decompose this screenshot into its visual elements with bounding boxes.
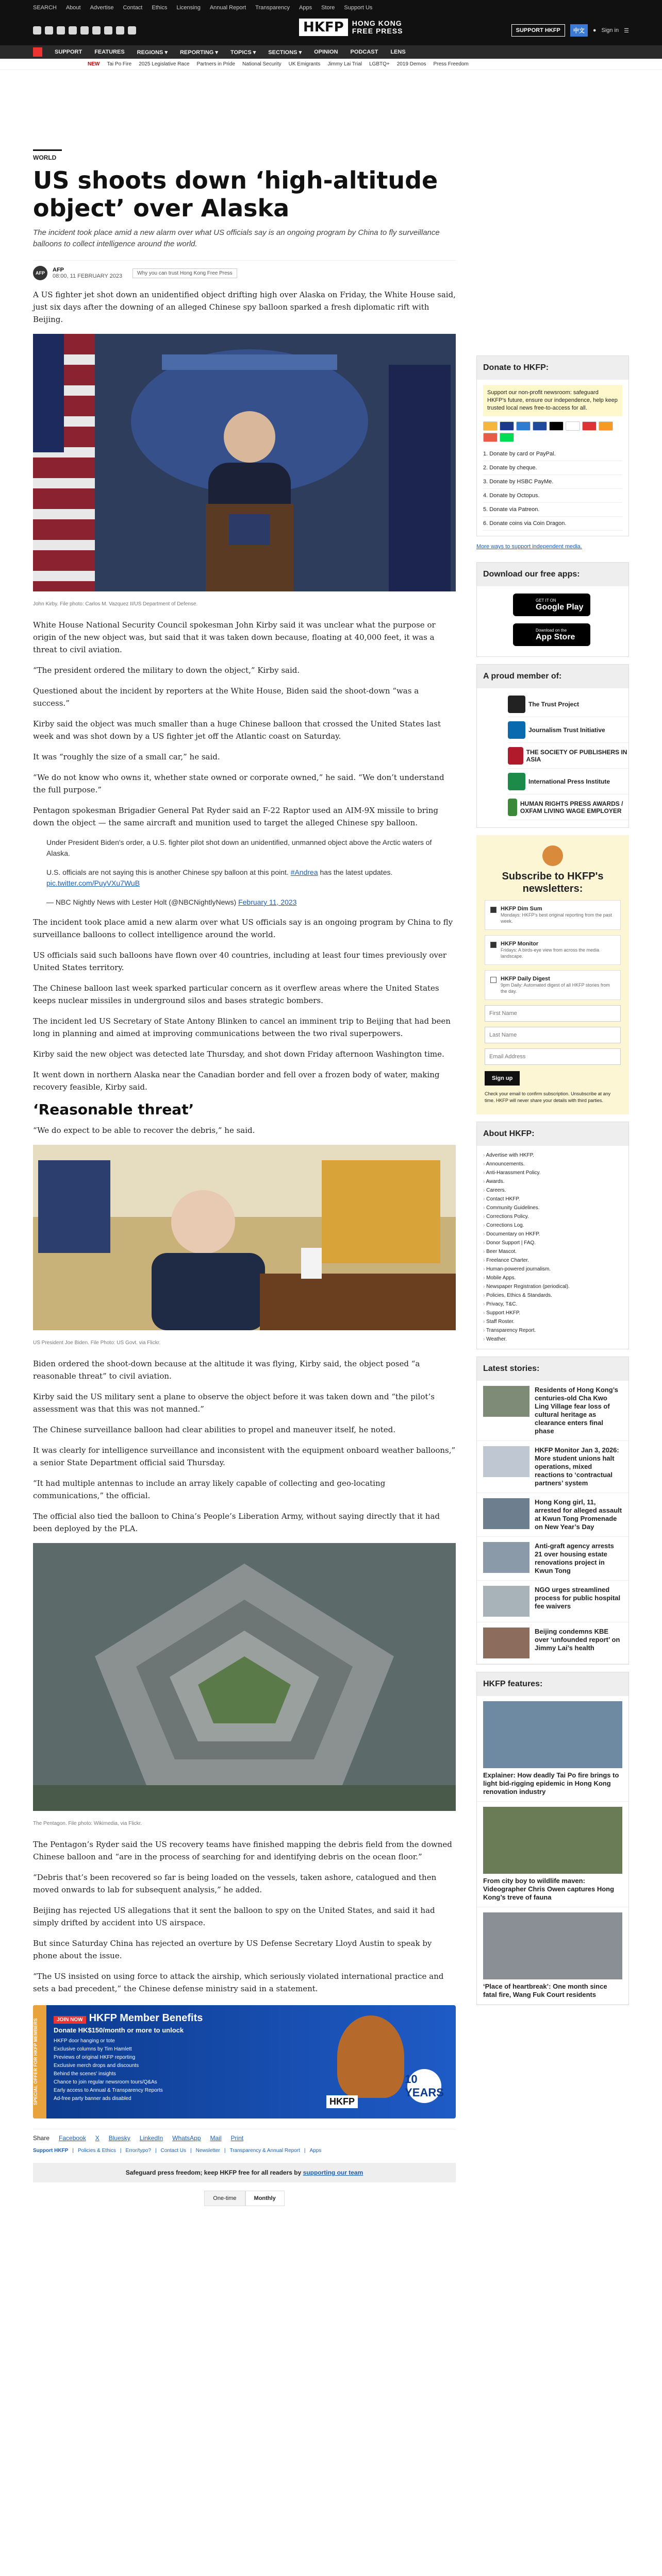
about-widget xyxy=(476,1122,629,1349)
byline xyxy=(33,260,456,280)
google-play-label: Google Play xyxy=(536,602,584,612)
latest-story[interactable] xyxy=(477,1381,628,1441)
topbar-annual-report[interactable]: Annual Report xyxy=(209,5,246,11)
biden-photo xyxy=(33,1145,456,1334)
amex-icon xyxy=(516,421,531,431)
author-avatar: AFP xyxy=(33,266,47,280)
visa-icon xyxy=(500,421,514,431)
nav-lens[interactable]: LENS xyxy=(390,49,406,55)
benefit-item: HKFP door hanging or tote xyxy=(54,2038,115,2044)
features-title: HKFP features: xyxy=(477,1672,628,1696)
story-title[interactable]: Anti-graft agency arrests 21 over housing estate renovations project in Kwun Tong xyxy=(535,1542,614,1574)
article-body xyxy=(33,289,456,1995)
app-store-button[interactable] xyxy=(513,623,590,646)
footer-support-links: Support HKFP | Policies & Ethics | Error/typo? | Contact Us | Newsletter | Transparency & Annual Report | Apps xyxy=(33,2148,322,2154)
paragraph: “The US insisted on using force to attack the airship, which seriously violated international practice and sets a bad precedent,” the Chinese defense ministry said in a statement. xyxy=(33,1972,444,1993)
donate-option[interactable]: 6. Donate coins via Coin Dragon. xyxy=(483,517,622,531)
paragraph: The incident led US Secretary of State Antony Blinken to cancel an imminent trip to Beijing that had been long in planning and aimed at improving communications between the two rival superpowers. xyxy=(33,1016,451,1038)
logo-line-2: FREE PRESS xyxy=(352,27,403,35)
about-link[interactable]: › Corrections Policy. xyxy=(483,1212,622,1221)
story-title[interactable]: Residents of Hong Kong’s centuries-old Cha Kwo Ling Village fear loss of cultural heritage as clearance enters final phase xyxy=(535,1386,619,1435)
newsletter-title: Subscribe to HKFP's newsletters: xyxy=(502,871,604,894)
mastercard-icon xyxy=(483,421,498,431)
nav-regions[interactable]: REGIONS ▾ xyxy=(137,49,168,56)
donate-option[interactable]: 4. Donate by Octopus. xyxy=(483,489,622,503)
donate-option[interactable]: 1. Donate by card or PayPal. xyxy=(483,447,622,461)
paypal-icon xyxy=(533,421,547,431)
benefit-item: Chance to join regular newsroom tours/Q&As xyxy=(54,2079,157,2085)
support-hkfp-button[interactable]: SUPPORT HKFP xyxy=(511,24,565,37)
about-link[interactable]: › Documentary on HKFP. xyxy=(483,1230,622,1239)
story-thumbnail[interactable] xyxy=(483,1386,529,1417)
supporting-team-link[interactable]: supporting our team xyxy=(303,2169,363,2176)
topbar-licensing[interactable]: Licensing xyxy=(176,5,201,11)
about-list xyxy=(477,1146,628,1349)
nav-topics[interactable]: TOPICS ▾ xyxy=(230,49,256,56)
paragraph: “It had multiple antennas to include an array likely capable of collecting and geo-locating communications,” the official. xyxy=(33,1479,386,1500)
paragraph: It went down in northern Alaska near the Canadian border and fell over a frozen body of water, making recovery feasible, Kirby said. xyxy=(33,1070,440,1092)
trust-link[interactable]: Why you can trust Hong Kong Free Press xyxy=(133,268,237,278)
paragraph: Beijing has rejected US allegations that it sent the balloon to spy on the United States, and said it had simply drifted by accident into US airspace. xyxy=(33,1906,435,1927)
share-whatsapp[interactable]: WhatsApp xyxy=(172,2134,201,2142)
latest-story[interactable] xyxy=(477,1622,628,1664)
topbar-transparency[interactable]: Transparency xyxy=(255,5,290,11)
features-widget xyxy=(476,1672,629,2005)
share-bar xyxy=(33,2129,456,2142)
share-mail[interactable]: Mail xyxy=(210,2134,222,2142)
twitter-icon[interactable] xyxy=(45,26,53,35)
article xyxy=(33,149,456,2206)
transparency-link[interactable]: Transparency & Annual Report xyxy=(229,2148,300,2154)
trending-bar xyxy=(0,59,662,70)
ipi-logo xyxy=(508,773,525,790)
story-title[interactable]: Beijing condemns KBE over ‘unfounded report’ on Jimmy Lai’s health xyxy=(535,1628,620,1652)
paragraph: The Pentagon’s Ryder said the US recovery teams have finished mapping the debris field from the downed Chinese balloon and “are in the process of searching for and identifying debris on the ocean floor.” xyxy=(33,1840,452,1861)
app-store-label: App Store xyxy=(536,632,575,641)
latest-story[interactable] xyxy=(477,1537,628,1581)
email-field[interactable] xyxy=(485,1048,621,1065)
bluesky-icon[interactable] xyxy=(92,26,101,35)
last-name-field[interactable] xyxy=(485,1027,621,1043)
tweet-hashtag[interactable]: #Andrea xyxy=(290,868,318,876)
applepay-icon xyxy=(549,421,564,431)
topbar-advertise[interactable]: Advertise xyxy=(90,5,114,11)
apps-link[interactable]: Apps xyxy=(309,2148,322,2154)
about-link[interactable]: › Careers. xyxy=(483,1186,622,1195)
donate-option[interactable]: 2. Donate by cheque. xyxy=(483,461,622,475)
benefit-item: Previews of original HKFP reporting xyxy=(54,2055,136,2060)
paragraph: The Chinese surveillance balloon had clear abilities to propel and maneuver itself, he noted. xyxy=(33,1425,396,1434)
paragraph: A US fighter jet shot down an unidentified object drifting high over Alaska on Friday, the White House said, just six days after the downing of an alleged Chinese spy balloon sparked a fresh diplomatic rift with Beijing. xyxy=(33,290,456,324)
paragraph: White House National Security Council spokesman John Kirby said it was unclear what the purpose or origin of the new object was, but said that it was taken down because, floating at 40,000 feet, it was a threat to civil aviation. xyxy=(33,620,436,654)
feature-image[interactable] xyxy=(483,1912,622,1979)
checkbox[interactable] xyxy=(490,942,496,948)
trust-project-logo xyxy=(508,696,525,713)
share-facebook[interactable]: Facebook xyxy=(59,2134,86,2142)
story-thumbnail[interactable] xyxy=(483,1542,529,1573)
benefit-item: Exclusive columns by Tim Hamlett xyxy=(54,2046,132,2052)
embedded-tweet xyxy=(33,837,456,908)
paragraph: The official also tied the balloon to China’s People’s Liberation Army, without saying directly that it had been deployed by the PLA. xyxy=(33,1512,440,1533)
topbar-about[interactable]: About xyxy=(65,5,81,11)
benefit-item: Exclusive merch drops and discounts xyxy=(54,2063,139,2069)
nav-reporting[interactable]: REPORTING ▾ xyxy=(179,49,218,56)
patreon-icon xyxy=(483,433,498,442)
newsletter-widget xyxy=(476,835,629,1114)
benefit-item: Early access to Annual & Transparency Reports xyxy=(54,2088,163,2093)
nav-opinion[interactable]: OPINION xyxy=(314,49,338,55)
policies-link[interactable]: Policies & Ethics xyxy=(77,2148,116,2154)
newsletter-option[interactable]: HKFP Monitor Fridays: A birds-eye view from across the media landscape. xyxy=(485,935,621,965)
about-link[interactable]: › Corrections Log. xyxy=(483,1221,622,1230)
latest-title: Latest stories: xyxy=(477,1357,628,1381)
story-thumbnail[interactable] xyxy=(483,1498,529,1529)
paragraph: Kirby said the new object was detected late Thursday, and shot down Friday afternoon Washington time. xyxy=(33,1049,444,1059)
share-x[interactable]: X xyxy=(95,2134,100,2142)
story-title[interactable]: Hong Kong girl, 11, arrested for alleged assault at Kwun Tong Promenade on New Year’s Day xyxy=(535,1498,622,1531)
whatsapp-icon[interactable] xyxy=(128,26,136,35)
home-icon[interactable] xyxy=(33,47,42,57)
contact-link[interactable]: Contact Us xyxy=(160,2148,187,2154)
donate-option[interactable]: 5. Donate via Patreon. xyxy=(483,503,622,517)
tweet-date-link[interactable]: February 11, 2023 xyxy=(238,898,297,906)
checkbox[interactable] xyxy=(490,907,496,913)
language-switch[interactable]: 中文 xyxy=(570,24,588,37)
article-subtitle: The incident took place amid a new alarm over what US officials say is an ongoing program by China to fly surveillance balloons to collect intelligence around the world. xyxy=(33,228,440,248)
join-now-button[interactable]: JOIN NOW xyxy=(54,2016,86,2024)
about-link[interactable]: › Human-powered journalism. xyxy=(483,1265,622,1274)
fps-icon xyxy=(500,433,514,442)
latest-story[interactable] xyxy=(477,1581,628,1622)
share-label: Share xyxy=(33,2134,50,2142)
feature-story[interactable] xyxy=(477,1907,628,2005)
benefit-item: Behind the scenes' insights xyxy=(54,2071,116,2077)
apps-title: Download our free apps: xyxy=(477,563,628,586)
new-badge: NEW xyxy=(88,61,100,67)
about-link[interactable]: › Freelance Charter. xyxy=(483,1256,622,1265)
story-title[interactable]: NGO urges streamlined process for public hospital fee waivers xyxy=(535,1586,621,1610)
logo-line-1: HONG KONG xyxy=(352,19,402,27)
feature-image[interactable] xyxy=(483,1807,622,1874)
tweet-text: U.S. officials are not saying this is another Chinese spy balloon at this point. xyxy=(46,868,289,876)
sign-in-link[interactable]: Sign in xyxy=(601,27,619,33)
apps-widget xyxy=(476,562,629,657)
about-link[interactable]: › Anti-Harassment Policy. xyxy=(483,1168,622,1177)
image-caption: John Kirby. File photo: Carlos M. Vazquez II/US Department of Defense. xyxy=(33,601,198,607)
feature-image[interactable] xyxy=(483,1701,622,1768)
member-trust-project[interactable]: The Trust Project xyxy=(508,691,628,717)
newsletter-option[interactable]: HKFP Dim Sum Mondays: HKFP's best original reporting from the past week. xyxy=(485,900,621,930)
about-title: About HKFP: xyxy=(477,1122,628,1146)
about-link[interactable]: › Advertise with HKFP. xyxy=(483,1151,622,1160)
paragraph: Kirby said the object was much smaller than a huge Chinese balloon that crossed the United States last week and was shot down by a US fighter jet off the Atlantic coast on Saturday. xyxy=(33,719,441,741)
sidebar xyxy=(476,355,629,2012)
paragraph: “We do expect to be able to recover the debris,” he said. xyxy=(33,1126,255,1135)
about-link[interactable]: › Weather. xyxy=(483,1335,622,1344)
about-link[interactable]: › Mobile Apps. xyxy=(483,1274,622,1282)
checkbox[interactable] xyxy=(490,977,496,983)
topbar-ethics[interactable]: Ethics xyxy=(152,5,168,11)
topbar-apps[interactable]: Apps xyxy=(299,5,312,11)
author-name[interactable]: AFP xyxy=(53,267,64,273)
error-link[interactable]: Error/typo? xyxy=(125,2148,151,2154)
support-hkfp-link[interactable]: Support HKFP xyxy=(33,2148,69,2154)
more-ways-link[interactable]: More ways to support independent media. xyxy=(476,544,582,550)
about-link[interactable]: › Newspaper Registration (periodical). xyxy=(483,1282,622,1291)
nav-features[interactable]: FEATURES xyxy=(94,49,125,55)
donate-option[interactable]: 3. Donate by HSBC PayMe. xyxy=(483,475,622,489)
first-name-field[interactable] xyxy=(485,1005,621,1022)
octopus-icon xyxy=(599,421,613,431)
membership-widget xyxy=(476,664,629,828)
image-caption: The Pentagon. File photo: Wikimedia, via Flickr. xyxy=(33,1821,142,1826)
section-heading: ‘Reasonable threat’ xyxy=(33,1101,194,1118)
donate-widget xyxy=(476,355,629,536)
latest-story[interactable] xyxy=(477,1441,628,1493)
about-link[interactable]: › Awards. xyxy=(483,1177,622,1186)
story-title[interactable]: HKFP Monitor Jan 3, 2026: More student unions halt operations, mixed reactions to ‘contractual partners’ system xyxy=(535,1446,619,1487)
sign-up-button[interactable]: Sign up xyxy=(485,1071,520,1086)
newsletter-mascot-icon xyxy=(542,845,563,866)
about-link[interactable]: › Policies, Ethics & Standards. xyxy=(483,1291,622,1300)
about-link[interactable]: › Transparency Report. xyxy=(483,1326,622,1335)
share-print[interactable]: Print xyxy=(230,2134,244,2142)
paragraph: “We do not know who owns it, whether state owned or corporate owned,” he said. “We don’t understand the full purpose.” xyxy=(33,773,444,794)
about-link[interactable]: › Community Guidelines. xyxy=(483,1204,622,1212)
safeguard-text: Safeguard press freedom; keep HKFP free for all readers by xyxy=(125,2169,303,2176)
app-store-small: Download on the xyxy=(536,628,567,633)
member-jti[interactable]: Journalism Trust Initiative xyxy=(508,717,628,743)
main-nav xyxy=(0,45,662,59)
story-thumbnail[interactable] xyxy=(483,1628,529,1658)
top-utility-bar xyxy=(0,0,662,15)
paragraph: The incident took place amid a new alarm over what US officials say is an ongoing program by China to fly surveillance balloons to collect intelligence around the world. xyxy=(33,918,453,939)
instagram-icon[interactable] xyxy=(57,26,65,35)
newsletter-fineprint: Check your email to confirm subscription. Unsubscribe at any time. HKFP will never share your details with third parties. xyxy=(485,1091,611,1103)
trending-item[interactable]: Partners in Pride xyxy=(196,61,236,67)
promo-price: Donate HK$150/month or more to unlock xyxy=(54,2026,184,2034)
telegram-icon[interactable] xyxy=(116,26,124,35)
nav-sections[interactable]: SECTIONS ▾ xyxy=(268,49,302,56)
payme-icon xyxy=(582,421,597,431)
newsletter-option[interactable]: HKFP Daily Digest 9pm Daily: Automated digest of all HKFP stories from the day. xyxy=(485,970,621,1000)
kirby-photo xyxy=(33,334,456,595)
promo-side-tab: SPECIAL OFFER FOR HKFP MEMBERS xyxy=(33,2005,46,2119)
promo-logo: HKFP xyxy=(326,2095,358,2108)
feature-title[interactable]: ‘Place of heartbreak’: One month since fatal fire, Wang Fuk Court residents xyxy=(483,1982,607,1998)
paragraph: It was clearly for intelligence surveillance and inconsistent with the equipment onboard weather balloons,” a senior State Department official said Thursday. xyxy=(33,1446,456,1467)
topbar-search[interactable]: SEARCH xyxy=(33,5,57,11)
about-link[interactable]: › Support HKFP. xyxy=(483,1309,622,1317)
logo-mark: HKFP xyxy=(299,19,348,36)
nav-support[interactable]: SUPPORT xyxy=(55,49,82,55)
about-link[interactable]: › Announcements. xyxy=(483,1160,622,1168)
paragraph: “The president ordered the military to down the object,” Kirby said. xyxy=(33,666,300,675)
paragraph: But since Saturday China has rejected an overture by US Defense Secretary Lloyd Austin to speak by phone about the issue. xyxy=(33,1939,432,1960)
topbar-store[interactable]: Store xyxy=(321,5,335,11)
feature-title[interactable]: Explainer: How deadly Tai Po fire brings to light bid-rigging epidemic in Hong Kong renovation industry xyxy=(483,1771,619,1795)
email-icon[interactable] xyxy=(80,26,89,35)
paragraph: The Chinese balloon last week sparked particular concern as it overflew areas where the United States keeps nuclear missiles in underground silos and bases strategic bombers. xyxy=(33,984,439,1005)
newsletter-link[interactable]: Newsletter xyxy=(195,2148,220,2154)
trending-item[interactable]: Tai Po Fire xyxy=(107,61,132,67)
googlepay-icon xyxy=(566,421,580,431)
payment-icons xyxy=(483,421,622,442)
feature-story[interactable] xyxy=(477,1696,628,1802)
paragraph: US officials said such balloons have flown over 40 countries, including at least four times previously over United States territory. xyxy=(33,951,447,972)
paragraph: “Debris that’s been recovered so far is being loaded on the vessels, taken ashore, catalogued and then moved onwards to lab for subsequent analysis,” he added. xyxy=(33,1873,437,1894)
threads-icon[interactable] xyxy=(104,26,112,35)
member-benefits-banner[interactable] xyxy=(33,2005,456,2119)
paragraph: Questioned about the incident by reporters at the White House, Biden said the shoot-down “was a success.” xyxy=(33,686,419,708)
one-time-option[interactable]: One-time xyxy=(204,2191,245,2206)
member-hrpa[interactable]: HUMAN RIGHTS PRESS AWARDS / OXFAM LIVING WAGE EMPLOYER xyxy=(508,794,628,820)
about-link[interactable]: › Privacy, T&C. xyxy=(483,1300,622,1309)
latest-story[interactable] xyxy=(477,1493,628,1537)
article-category[interactable]: WORLD xyxy=(33,149,62,161)
member-ipi[interactable]: International Press Institute xyxy=(508,769,628,794)
donate-title: Donate to HKFP: xyxy=(477,356,628,380)
youtube-icon[interactable] xyxy=(69,26,77,35)
tweet-text: has the latest updates. xyxy=(318,868,393,876)
social-icons xyxy=(33,26,136,35)
user-icon[interactable]: ● xyxy=(592,27,597,33)
tweet-text: Under President Biden's order, a U.S. fighter pilot shot down an unidentified, unmanned object above the Arctic waters of Alaska. xyxy=(46,838,432,857)
site-logo[interactable] xyxy=(299,19,403,36)
story-thumbnail[interactable] xyxy=(483,1586,529,1617)
about-link[interactable]: › Staff Roster. xyxy=(483,1317,622,1326)
donation-frequency-toggle xyxy=(33,2191,456,2206)
jti-logo xyxy=(508,721,525,739)
trending-item[interactable]: Jimmy Lai Trial xyxy=(327,61,362,67)
benefit-item: Ad-free party banner ads disabled xyxy=(54,2096,131,2102)
topbar-support[interactable]: Support Us xyxy=(344,5,373,11)
paragraph: Pentagon spokesman Brigadier General Pat Ryder said an F-22 Raptor used an AIM-9X missile to bring down the object — the same aircraft and munition used to target the alleged Chinese spy balloon. xyxy=(33,806,438,827)
story-thumbnail[interactable] xyxy=(483,1446,529,1477)
feature-story[interactable] xyxy=(477,1802,628,1907)
pentagon-image xyxy=(33,1543,456,1811)
hrpa-logo xyxy=(508,799,517,816)
pentagon-photo xyxy=(33,1543,456,1815)
trending-item[interactable]: National Security xyxy=(242,61,282,67)
trending-item[interactable]: Press Freedom xyxy=(433,61,469,67)
ten-years-badge: 10 YEARS xyxy=(407,2069,441,2103)
nav-podcast[interactable]: PODCAST xyxy=(350,49,378,55)
paragraph: Kirby said the US military sent a plane to observe the object before it was taken down and “the pilot’s assessment was that this was not manned.” xyxy=(33,1392,435,1414)
promo-title: HKFP Member Benefits xyxy=(89,2012,203,2024)
trending-item[interactable]: LGBTQ+ xyxy=(369,61,390,67)
trending-item[interactable]: UK Emigrants xyxy=(288,61,321,67)
tweet-media-link[interactable]: pic.twitter.com/PuyVXu7WuB xyxy=(46,879,140,887)
donate-notice: Support our non-profit newsroom: safeguard HKFP's future, ensure our independence, help keep trusted local news free-to-access for all. xyxy=(483,385,622,416)
google-play-small: GET IT ON xyxy=(536,598,556,603)
mascot-deer-illustration xyxy=(337,2015,404,2098)
paragraph: Biden ordered the shoot-down because at the altitude it was flying, Kirby said, the object posed “a reasonable threat” to civil aviation. xyxy=(33,1359,420,1381)
trending-item[interactable]: 2019 Demos xyxy=(396,61,426,67)
latest-stories-widget xyxy=(476,1357,629,1665)
monthly-option[interactable]: Monthly xyxy=(245,2191,285,2206)
paragraph: It was “roughly the size of a small car,” he said. xyxy=(33,752,220,761)
article-title: US shoots down ‘high-altitude object’ over Alaska xyxy=(33,166,438,222)
share-bluesky[interactable]: Bluesky xyxy=(108,2134,130,2142)
trending-item[interactable]: 2025 Legislative Race xyxy=(139,61,190,67)
google-play-button[interactable] xyxy=(513,594,590,616)
about-link[interactable]: › Contact HKFP. xyxy=(483,1195,622,1204)
menu-icon[interactable]: ☰ xyxy=(624,27,629,34)
share-linkedin[interactable]: LinkedIn xyxy=(139,2134,163,2142)
safeguard-banner xyxy=(33,2163,456,2182)
kirby-image xyxy=(33,334,456,591)
publish-date: 08:00, 11 FEBRUARY 2023 xyxy=(53,273,123,279)
feature-title[interactable]: From city boy to wildlife maven: Videographer Chris Owen captures Hong Kong’s treve of fauna xyxy=(483,1877,615,1901)
topbar-contact[interactable]: Contact xyxy=(123,5,143,11)
image-caption: US President Joe Biden. File Photo: US Govt. via Flickr. xyxy=(33,1340,161,1346)
membership-title: A proud member of: xyxy=(477,665,628,688)
facebook-icon[interactable] xyxy=(33,26,41,35)
biden-image xyxy=(33,1145,456,1330)
about-link[interactable]: › Beer Mascot. xyxy=(483,1247,622,1256)
sopa-logo xyxy=(508,747,523,765)
about-link[interactable]: › Donor Support | FAQ. xyxy=(483,1239,622,1247)
member-sopa[interactable]: THE SOCIETY OF PUBLISHERS IN ASIA xyxy=(508,743,628,769)
tweet-author: — NBC Nightly News with Lester Holt (@NBCNightlyNews) xyxy=(46,898,239,906)
